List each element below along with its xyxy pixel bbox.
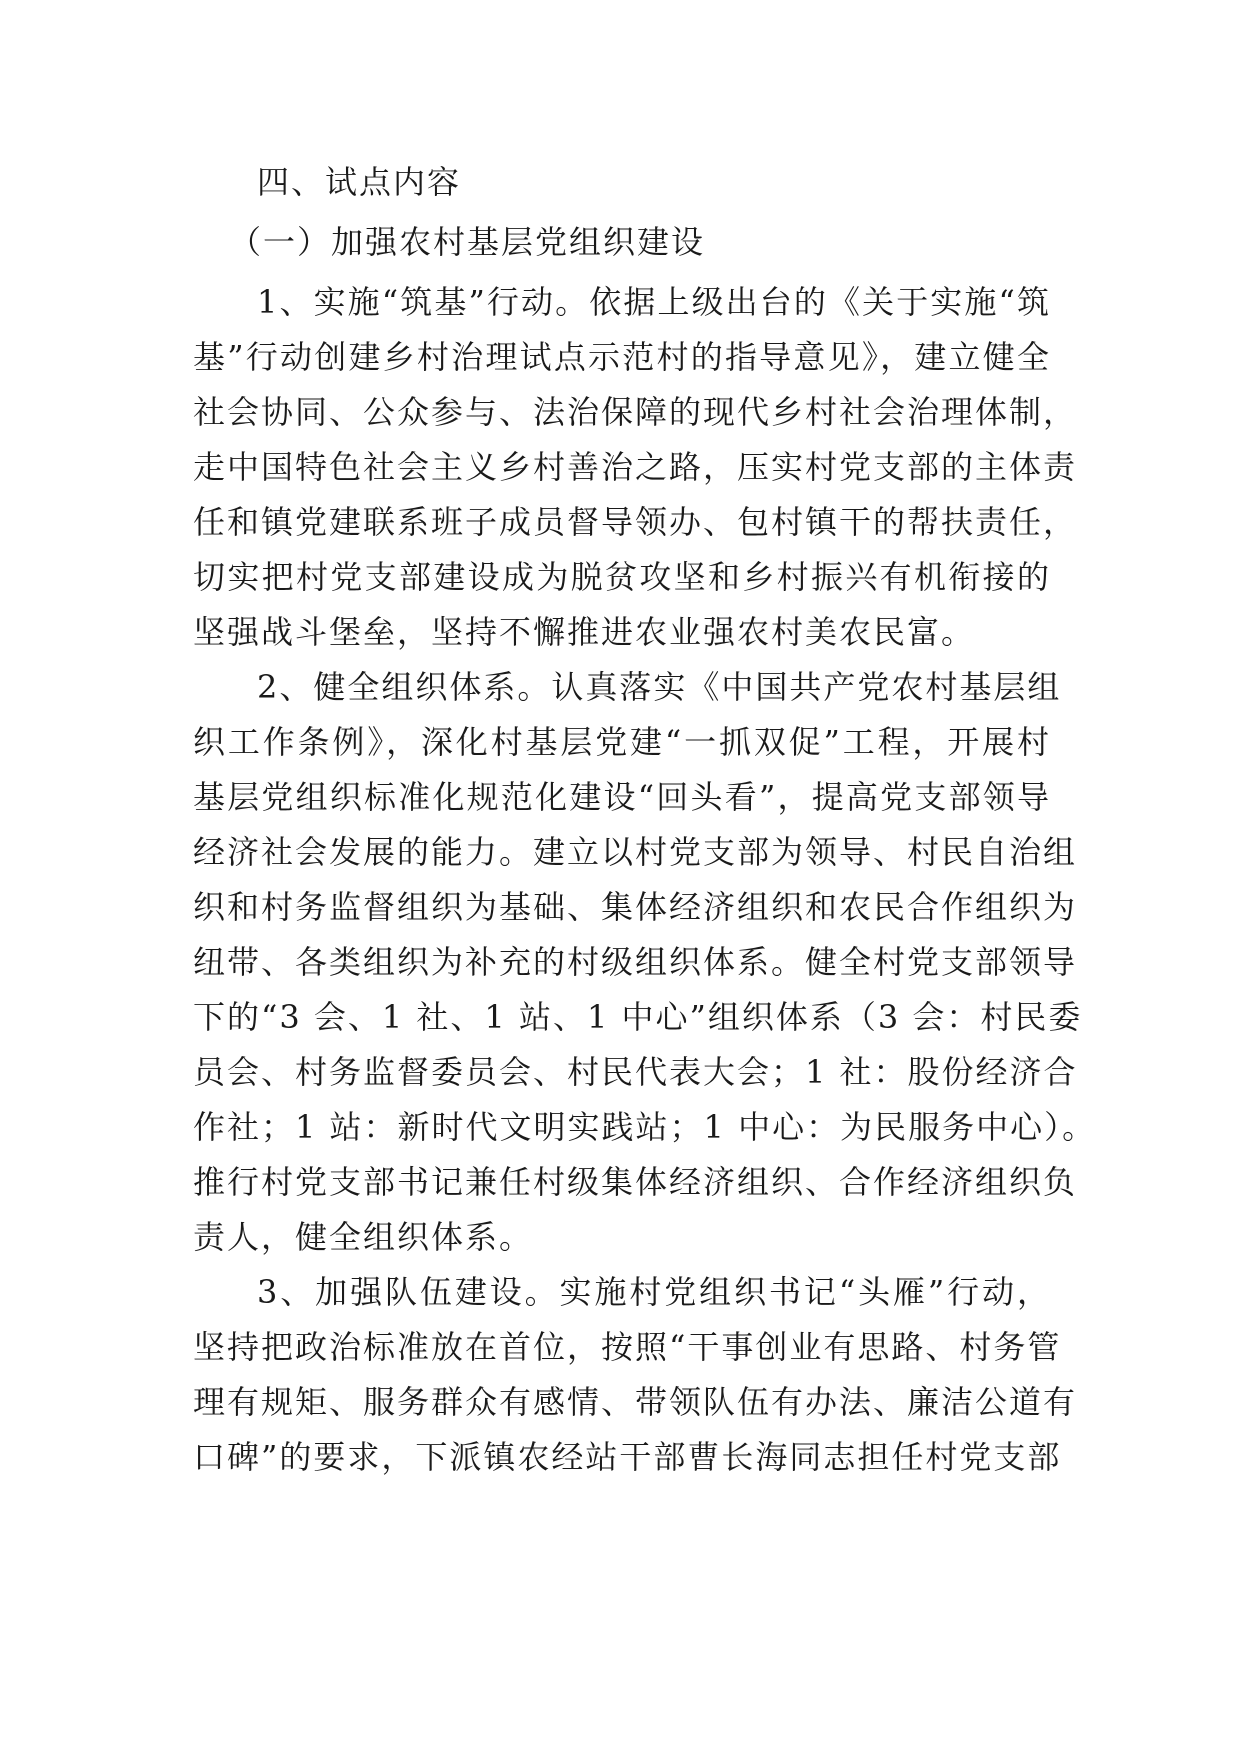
paragraph-line: 织工作条例》，深化村基层党建“一抓双促”工程，开展村 [193, 723, 1051, 761]
paragraph-line: 切实把村党支部建设成为脱贫攻坚和乡村振兴有机衔接的 [193, 558, 1051, 596]
section-heading: 四、试点内容 [257, 163, 462, 201]
paragraph-line: 口碑”的要求，下派镇农经站干部曹长海同志担任村党支部 [193, 1438, 1062, 1476]
paragraph-line: 3、加强队伍建设。实施村党组织书记“头雁”行动， [257, 1273, 1051, 1311]
paragraph-line: 任和镇党建联系班子成员督导领办、包村镇干的帮扶责任， [193, 503, 1078, 541]
paragraph-line: 员会、村务监督委员会、村民代表大会；1 社：股份经济合 [193, 1053, 1078, 1091]
paragraph-line: 1、实施“筑基”行动。依据上级出台的《关于实施“筑 [257, 283, 1051, 321]
paragraph-line: 基”行动创建乡村治理试点示范村的指导意见》，建立健全 [193, 338, 1051, 376]
paragraph-line: 织和村务监督组织为基础、集体经济组织和农民合作组织为 [193, 888, 1078, 926]
paragraph-line: 社会协同、公众参与、法治保障的现代乡村社会治理体制， [193, 393, 1078, 431]
paragraph-line: 坚强战斗堡垒，坚持不懈推进农业强农村美农民富。 [193, 613, 976, 651]
paragraph-line: 责人，健全组织体系。 [193, 1218, 534, 1256]
paragraph-line: 经济社会发展的能力。建立以村党支部为领导、村民自治组 [193, 833, 1078, 871]
paragraph-line: 走中国特色社会主义乡村善治之路，压实村党支部的主体责 [193, 448, 1078, 486]
paragraph-line: 2、健全组织体系。认真落实《中国共产党农村基层组 [257, 668, 1062, 706]
paragraph-line: 作社；1 站：新时代文明实践站；1 中心：为民服务中心）。 [193, 1108, 1097, 1146]
paragraph-line: 纽带、各类组织为补充的村级组织体系。健全村党支部领导 [193, 943, 1078, 981]
paragraph-line: 基层党组织标准化规范化建设“回头看”，提高党支部领导 [193, 778, 1051, 816]
paragraph-line: 下的“3 会、1 社、1 站、1 中心”组织体系（3 会：村民委 [193, 998, 1083, 1036]
paragraph-line: 坚持把政治标准放在首位，按照“干事创业有思路、村务管 [193, 1328, 1062, 1366]
paragraph-line: 理有规矩、服务群众有感情、带领队伍有办法、廉洁公道有 [193, 1383, 1078, 1421]
paragraph-line: 推行村党支部书记兼任村级集体经济组织、合作经济组织负 [193, 1163, 1078, 1201]
subsection-heading: （一）加强农村基层党组织建设 [229, 223, 706, 261]
